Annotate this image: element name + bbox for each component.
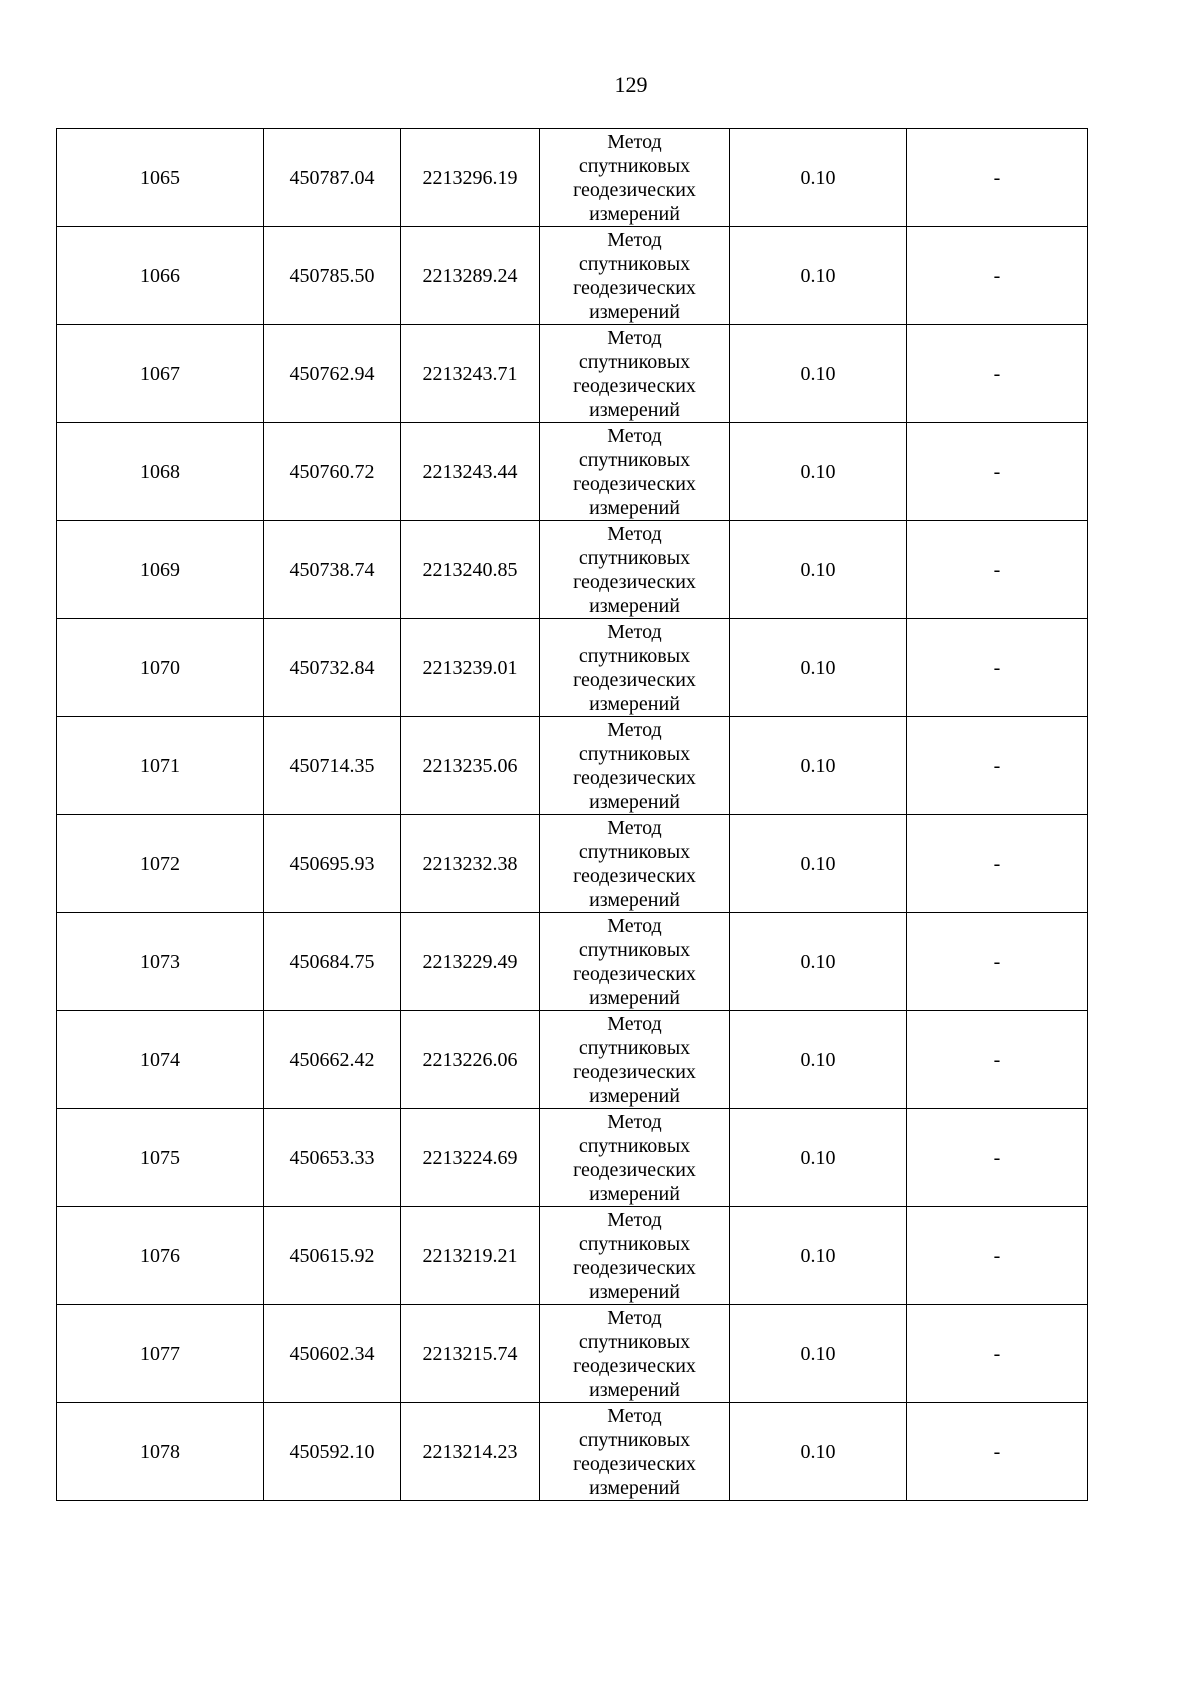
accuracy-cell: 0.10 <box>730 227 907 325</box>
accuracy-cell: 0.10 <box>730 913 907 1011</box>
table-row <box>57 325 1088 423</box>
y-coordinate-cell: 2213232.38 <box>401 815 540 913</box>
y-coordinate-cell: 2213214.23 <box>401 1403 540 1501</box>
method-cell <box>540 129 730 227</box>
method-cell <box>540 913 730 1011</box>
x-coordinate-cell: 450760.72 <box>264 423 401 521</box>
point-number-cell: 1077 <box>57 1305 264 1403</box>
note-cell: - <box>907 1207 1088 1305</box>
note-cell: - <box>907 619 1088 717</box>
point-number-cell: 1071 <box>57 717 264 815</box>
y-coordinate-cell: 2213243.44 <box>401 423 540 521</box>
table-row <box>57 1011 1088 1109</box>
y-coordinate-cell: 2213240.85 <box>401 521 540 619</box>
table-row <box>57 913 1088 1011</box>
method-text: Метод спутниковых геодезических измерений <box>573 1208 696 1303</box>
method-text: Метод спутниковых геодезических измерений <box>573 424 696 519</box>
accuracy-cell: 0.10 <box>730 1109 907 1207</box>
point-number-cell: 1075 <box>57 1109 264 1207</box>
y-coordinate-cell: 2213215.74 <box>401 1305 540 1403</box>
y-coordinate-cell: 2213243.71 <box>401 325 540 423</box>
x-coordinate-cell: 450762.94 <box>264 325 401 423</box>
accuracy-cell: 0.10 <box>730 1305 907 1403</box>
x-coordinate-cell: 450684.75 <box>264 913 401 1011</box>
point-number-cell: 1066 <box>57 227 264 325</box>
method-cell <box>540 815 730 913</box>
method-cell <box>540 1011 730 1109</box>
method-cell <box>540 1207 730 1305</box>
accuracy-cell: 0.10 <box>730 1011 907 1109</box>
method-text: Метод спутниковых геодезических измерений <box>573 620 696 715</box>
x-coordinate-cell: 450732.84 <box>264 619 401 717</box>
point-number-cell: 1069 <box>57 521 264 619</box>
method-text: Метод спутниковых геодезических измерений <box>573 1404 696 1499</box>
accuracy-cell: 0.10 <box>730 717 907 815</box>
accuracy-cell: 0.10 <box>730 1403 907 1501</box>
note-cell: - <box>907 1011 1088 1109</box>
method-cell <box>540 521 730 619</box>
y-coordinate-cell: 2213235.06 <box>401 717 540 815</box>
x-coordinate-cell: 450662.42 <box>264 1011 401 1109</box>
accuracy-cell: 0.10 <box>730 1207 907 1305</box>
x-coordinate-cell: 450602.34 <box>264 1305 401 1403</box>
y-coordinate-cell: 2213296.19 <box>401 129 540 227</box>
note-cell: - <box>907 1305 1088 1403</box>
note-cell: - <box>907 423 1088 521</box>
method-cell <box>540 619 730 717</box>
method-cell <box>540 1403 730 1501</box>
x-coordinate-cell: 450785.50 <box>264 227 401 325</box>
page-number: 129 <box>614 72 648 97</box>
method-cell <box>540 1109 730 1207</box>
table-body <box>57 129 1088 1501</box>
method-text: Метод спутниковых геодезических измерений <box>573 522 696 617</box>
method-cell <box>540 227 730 325</box>
method-text: Метод спутниковых геодезических измерений <box>573 914 696 1009</box>
note-cell: - <box>907 1403 1088 1501</box>
note-cell: - <box>907 325 1088 423</box>
x-coordinate-cell: 450653.33 <box>264 1109 401 1207</box>
note-cell: - <box>907 913 1088 1011</box>
method-text: Метод спутниковых геодезических измерений <box>573 228 696 323</box>
table-row <box>57 1305 1088 1403</box>
table-row <box>57 129 1088 227</box>
table-row <box>57 619 1088 717</box>
point-number-cell: 1073 <box>57 913 264 1011</box>
coordinates-table <box>56 128 1088 1501</box>
method-text: Метод спутниковых геодезических измерений <box>573 326 696 421</box>
accuracy-cell: 0.10 <box>730 619 907 717</box>
note-cell: - <box>907 227 1088 325</box>
method-text: Метод спутниковых геодезических измерений <box>573 1306 696 1401</box>
table-row <box>57 227 1088 325</box>
x-coordinate-cell: 450738.74 <box>264 521 401 619</box>
method-cell <box>540 325 730 423</box>
method-cell <box>540 717 730 815</box>
y-coordinate-cell: 2213239.01 <box>401 619 540 717</box>
point-number-cell: 1078 <box>57 1403 264 1501</box>
accuracy-cell: 0.10 <box>730 129 907 227</box>
point-number-cell: 1072 <box>57 815 264 913</box>
x-coordinate-cell: 450592.10 <box>264 1403 401 1501</box>
point-number-cell: 1076 <box>57 1207 264 1305</box>
method-text: Метод спутниковых геодезических измерений <box>573 816 696 911</box>
point-number-cell: 1068 <box>57 423 264 521</box>
note-cell: - <box>907 129 1088 227</box>
table-row <box>57 717 1088 815</box>
point-number-cell: 1074 <box>57 1011 264 1109</box>
table-row <box>57 1109 1088 1207</box>
note-cell: - <box>907 815 1088 913</box>
x-coordinate-cell: 450695.93 <box>264 815 401 913</box>
method-text: Метод спутниковых геодезических измерений <box>573 718 696 813</box>
point-number-cell: 1070 <box>57 619 264 717</box>
table-row <box>57 1207 1088 1305</box>
method-text: Метод спутниковых геодезических измерений <box>573 1110 696 1205</box>
y-coordinate-cell: 2213219.21 <box>401 1207 540 1305</box>
point-number-cell: 1067 <box>57 325 264 423</box>
y-coordinate-cell: 2213289.24 <box>401 227 540 325</box>
x-coordinate-cell: 450714.35 <box>264 717 401 815</box>
table-row <box>57 815 1088 913</box>
table-row <box>57 521 1088 619</box>
method-cell <box>540 1305 730 1403</box>
x-coordinate-cell: 450787.04 <box>264 129 401 227</box>
note-cell: - <box>907 717 1088 815</box>
point-number-cell: 1065 <box>57 129 264 227</box>
accuracy-cell: 0.10 <box>730 521 907 619</box>
table-row <box>57 1403 1088 1501</box>
method-cell <box>540 423 730 521</box>
method-text: Метод спутниковых геодезических измерений <box>573 130 696 225</box>
note-cell: - <box>907 1109 1088 1207</box>
accuracy-cell: 0.10 <box>730 325 907 423</box>
y-coordinate-cell: 2213224.69 <box>401 1109 540 1207</box>
y-coordinate-cell: 2213229.49 <box>401 913 540 1011</box>
accuracy-cell: 0.10 <box>730 815 907 913</box>
x-coordinate-cell: 450615.92 <box>264 1207 401 1305</box>
method-text: Метод спутниковых геодезических измерений <box>573 1012 696 1107</box>
table-row <box>57 423 1088 521</box>
accuracy-cell: 0.10 <box>730 423 907 521</box>
note-cell: - <box>907 521 1088 619</box>
y-coordinate-cell: 2213226.06 <box>401 1011 540 1109</box>
